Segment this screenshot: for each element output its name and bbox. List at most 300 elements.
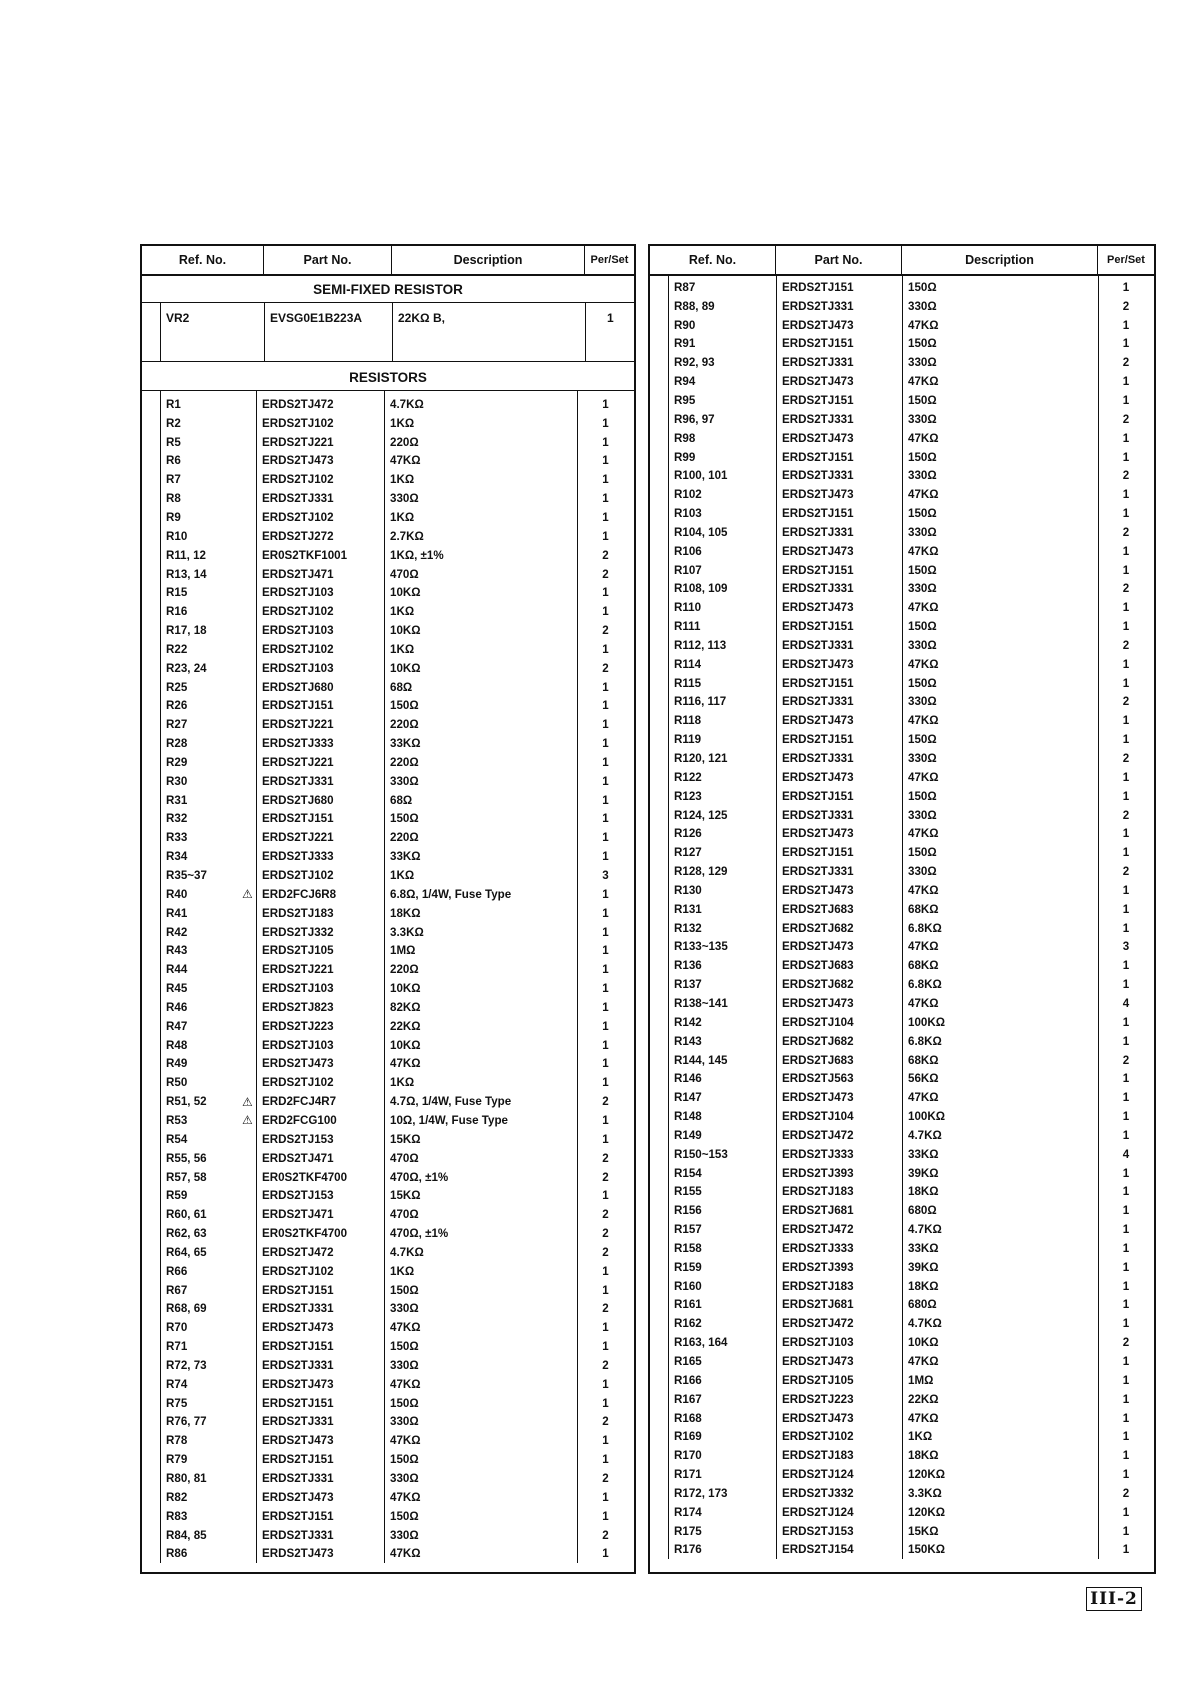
per-set-cell: 2 bbox=[602, 1245, 609, 1259]
table-row bbox=[650, 1296, 1154, 1315]
per-set-cell: 1 bbox=[1122, 1185, 1130, 1199]
part-no-cell: ERDS2TJ153 bbox=[782, 1524, 854, 1538]
per-set-cell: 1 bbox=[1122, 280, 1130, 294]
ref-no-cell: R165 bbox=[674, 1355, 702, 1369]
per-set-cell: 1 bbox=[1122, 1468, 1130, 1482]
ref-no-cell: R115 bbox=[674, 676, 702, 690]
table-row bbox=[650, 1126, 1154, 1145]
description-cell: 330Ω bbox=[390, 1472, 419, 1486]
part-no-cell: ERDS2TJ473 bbox=[782, 1411, 854, 1425]
part-no-cell: ERDS2TJ102 bbox=[262, 1264, 334, 1278]
table-row bbox=[142, 1356, 634, 1375]
table-row bbox=[142, 1262, 634, 1281]
per-set-cell: 1 bbox=[602, 1076, 609, 1090]
table-row bbox=[650, 297, 1154, 316]
ref-no-cell: R100, 101 bbox=[674, 469, 728, 483]
table-row bbox=[650, 1427, 1154, 1446]
ref-no-cell: R88, 89 bbox=[674, 299, 715, 313]
description-cell: 330Ω bbox=[908, 525, 937, 539]
part-no-cell: ERDS2TJ124 bbox=[782, 1468, 854, 1482]
ref-no-cell: R35~37 bbox=[166, 869, 207, 883]
ref-no-cell: R132 bbox=[674, 921, 702, 935]
per-set-cell: 2 bbox=[1122, 1053, 1130, 1067]
table-row bbox=[142, 1243, 634, 1262]
per-set-cell: 2 bbox=[1122, 582, 1130, 596]
table-row bbox=[650, 1503, 1154, 1522]
description-cell: 22KΩ bbox=[390, 1019, 421, 1033]
part-no-cell: ERDS2TJ331 bbox=[262, 1415, 334, 1429]
table-row bbox=[650, 1164, 1154, 1183]
description-cell: 330Ω bbox=[390, 1528, 419, 1542]
table-row bbox=[650, 335, 1154, 354]
ref-no-cell: R104, 105 bbox=[674, 525, 728, 539]
ref-no-cell: R96, 97 bbox=[674, 412, 715, 426]
description-cell: 330Ω bbox=[908, 299, 937, 313]
part-no-cell: ERDS2TJ151 bbox=[782, 393, 854, 407]
table-row bbox=[142, 1224, 634, 1243]
ref-no-cell: R70 bbox=[166, 1321, 188, 1335]
table-row bbox=[142, 1281, 634, 1300]
part-no-cell: ERDS2TJ331 bbox=[262, 1302, 334, 1316]
ref-no-cell: R174 bbox=[674, 1505, 702, 1519]
per-set-cell: 2 bbox=[602, 548, 609, 562]
description-cell: 330Ω bbox=[908, 752, 937, 766]
part-no-cell: ERDS2TJ221 bbox=[262, 718, 334, 732]
per-set-cell: 1 bbox=[602, 774, 609, 788]
description-cell: 18KΩ bbox=[908, 1279, 939, 1293]
right-parts-table bbox=[648, 244, 1156, 1574]
ref-no-cell: R15 bbox=[166, 586, 188, 600]
ref-no-cell: R94 bbox=[674, 375, 696, 389]
ref-no-cell: R122 bbox=[674, 770, 702, 784]
ref-no-cell: R144, 145 bbox=[674, 1053, 728, 1067]
semi-fixed-resistor-row bbox=[142, 303, 634, 362]
ref-no-cell: R25 bbox=[166, 680, 188, 694]
part-no-cell: ERDS2TJ473 bbox=[782, 940, 854, 954]
ref-no-cell: R47 bbox=[166, 1019, 188, 1033]
description-cell: 47KΩ bbox=[908, 714, 939, 728]
per-set-cell: 1 bbox=[602, 699, 609, 713]
ref-no-cell: R106 bbox=[674, 544, 702, 558]
per-set-cell: 1 bbox=[602, 1132, 609, 1146]
per-set-cell: 1 bbox=[1122, 1260, 1130, 1274]
part-no-cell: ERDS2TJ333 bbox=[262, 850, 334, 864]
description-cell: 10Ω, 1/4W, Fuse Type bbox=[390, 1113, 508, 1127]
part-no-cell: ERDS2TJ183 bbox=[262, 906, 334, 920]
per-set-cell: 3 bbox=[602, 869, 609, 883]
per-set-cell: 1 bbox=[602, 1396, 609, 1410]
per-set-cell: 1 bbox=[1122, 601, 1130, 615]
part-no-cell: ERDS2TJ683 bbox=[782, 1053, 854, 1067]
ref-no-cell: R163, 164 bbox=[674, 1336, 728, 1350]
table-row bbox=[142, 433, 634, 452]
description-cell: 330Ω bbox=[908, 638, 937, 652]
per-set-cell: 1 bbox=[1122, 714, 1130, 728]
part-no-cell: ERDS2TJ102 bbox=[262, 642, 334, 656]
ref-no-cell: R168 bbox=[674, 1411, 702, 1425]
ref-no-cell: R170 bbox=[674, 1449, 702, 1463]
part-no-cell: ERD2FCJ4R7 bbox=[262, 1095, 337, 1109]
part-no-cell: ERDS2TJ473 bbox=[782, 1355, 854, 1369]
per-set-cell: 4 bbox=[1122, 996, 1130, 1010]
description-cell: 220Ω bbox=[390, 755, 419, 769]
description-cell: 100KΩ bbox=[908, 1110, 946, 1124]
description-cell: 10KΩ bbox=[390, 982, 421, 996]
ref-no-cell: R92, 93 bbox=[674, 356, 715, 370]
description-cell: 47KΩ bbox=[908, 827, 939, 841]
per-set-cell: 1 bbox=[602, 755, 609, 769]
ref-no-cell: R138~141 bbox=[674, 996, 728, 1010]
ref-no-cell: R160 bbox=[674, 1279, 702, 1293]
per-set-cell: 1 bbox=[1122, 733, 1130, 747]
part-no-cell: ERDS2TJ331 bbox=[262, 774, 334, 788]
description-cell: 330Ω bbox=[908, 469, 937, 483]
part-no-cell: ERDS2TJ102 bbox=[262, 416, 334, 430]
description-cell: 150Ω bbox=[908, 280, 937, 294]
ref-no-cell: R31 bbox=[166, 793, 188, 807]
table-row bbox=[650, 693, 1154, 712]
ref-no-cell: R112, 113 bbox=[674, 638, 727, 652]
per-set-cell: 1 bbox=[602, 1019, 609, 1033]
vr2-ref: VR2 bbox=[166, 311, 190, 325]
ref-no-cell: R175 bbox=[674, 1524, 702, 1538]
table-row bbox=[142, 715, 634, 734]
part-no-cell: ERDS2TJ473 bbox=[782, 883, 854, 897]
table-row bbox=[650, 1541, 1154, 1560]
table-row bbox=[650, 617, 1154, 636]
part-no-cell: ERDS2TJ151 bbox=[782, 280, 854, 294]
part-no-cell: ERDS2TJ331 bbox=[262, 492, 334, 506]
per-set-cell: 1 bbox=[1122, 1128, 1130, 1142]
per-set-cell: 1 bbox=[602, 982, 609, 996]
part-no-cell: ERDS2TJ105 bbox=[782, 1373, 854, 1387]
ref-no-cell: R150~153 bbox=[674, 1147, 728, 1161]
description-cell: 220Ω bbox=[390, 435, 419, 449]
ref-no-cell: R64, 65 bbox=[166, 1245, 207, 1259]
description-cell: 68Ω bbox=[390, 680, 413, 694]
per-set-cell: 2 bbox=[602, 1472, 609, 1486]
description-cell: 33KΩ bbox=[390, 850, 421, 864]
resistors-heading: RESISTORS bbox=[142, 364, 634, 391]
per-set-cell: 1 bbox=[1122, 1034, 1130, 1048]
ref-no-cell: R126 bbox=[674, 827, 702, 841]
description-cell: 120KΩ bbox=[908, 1505, 946, 1519]
per-set-cell: 1 bbox=[1122, 1543, 1130, 1557]
part-no-cell: ERDS2TJ332 bbox=[782, 1486, 854, 1500]
part-no-cell: ERDS2TJ823 bbox=[262, 1000, 334, 1014]
ref-no-cell: R8 bbox=[166, 492, 181, 506]
description-cell: 150Ω bbox=[390, 1283, 419, 1297]
per-set-cell: 1 bbox=[602, 1434, 609, 1448]
table-row bbox=[650, 1088, 1154, 1107]
ref-no-cell: R60, 61 bbox=[166, 1208, 207, 1222]
description-cell: 47KΩ bbox=[908, 883, 939, 897]
part-no-cell: ERDS2TJ333 bbox=[782, 1241, 854, 1255]
ref-no-cell: R142 bbox=[674, 1015, 702, 1029]
ref-no-cell: R22 bbox=[166, 642, 188, 656]
part-no-cell: ERDS2TJ103 bbox=[262, 661, 334, 675]
description-cell: 150Ω bbox=[908, 393, 937, 407]
per-set-cell: 1 bbox=[602, 435, 609, 449]
part-no-cell: ERDS2TJ151 bbox=[782, 620, 854, 634]
part-no-cell: ERDS2TJ473 bbox=[782, 1091, 854, 1105]
per-set-cell: 1 bbox=[1122, 827, 1130, 841]
part-no-cell: ERDS2TJ393 bbox=[782, 1260, 854, 1274]
description-cell: 6.8KΩ bbox=[908, 1034, 942, 1048]
table-row bbox=[142, 1337, 634, 1356]
description-cell: 47KΩ bbox=[908, 940, 939, 954]
part-no-cell: ERDS2TJ151 bbox=[782, 846, 854, 860]
description-cell: 10KΩ bbox=[908, 1336, 939, 1350]
description-cell: 47KΩ bbox=[908, 601, 939, 615]
ref-no-cell: R42 bbox=[166, 925, 188, 939]
per-set-cell: 1 bbox=[602, 1321, 609, 1335]
table-row bbox=[142, 395, 634, 414]
part-no-cell: ERDS2TJ102 bbox=[262, 1076, 334, 1090]
table-row bbox=[142, 1431, 634, 1450]
table-row bbox=[142, 1036, 634, 1055]
description-cell: 68Ω bbox=[390, 793, 413, 807]
table-row bbox=[650, 523, 1154, 542]
per-set-cell: 1 bbox=[1122, 563, 1130, 577]
warning-triangle-icon: ⚠ bbox=[242, 1094, 253, 1109]
left-table-header bbox=[142, 246, 634, 276]
description-cell: 47KΩ bbox=[908, 996, 939, 1010]
description-cell: 330Ω bbox=[390, 1415, 419, 1429]
ref-no-cell: R149 bbox=[674, 1128, 702, 1142]
part-no-cell: ERDS2TJ103 bbox=[782, 1336, 854, 1350]
part-no-cell: ERDS2TJ154 bbox=[782, 1543, 854, 1557]
ref-no-cell: R158 bbox=[674, 1241, 702, 1255]
table-row bbox=[142, 1300, 634, 1319]
ref-no-cell: R86 bbox=[166, 1547, 188, 1561]
table-row bbox=[650, 994, 1154, 1013]
description-cell: 150Ω bbox=[908, 450, 937, 464]
part-no-cell: ERDS2TJ104 bbox=[782, 1015, 854, 1029]
part-no-cell: ERDS2TJ473 bbox=[262, 1377, 334, 1391]
per-set-cell: 1 bbox=[1122, 978, 1130, 992]
per-set-cell: 1 bbox=[602, 850, 609, 864]
ref-no-cell: R34 bbox=[166, 850, 188, 864]
ref-no-cell: R79 bbox=[166, 1453, 188, 1467]
per-set-cell: 1 bbox=[1122, 883, 1130, 897]
table-row bbox=[142, 1544, 634, 1563]
per-set-cell: 1 bbox=[602, 737, 609, 751]
table-row bbox=[142, 1488, 634, 1507]
description-cell: 1KΩ, ±1% bbox=[390, 548, 444, 562]
ref-no-cell: R176 bbox=[674, 1543, 702, 1557]
part-no-cell: ERDS2TJ682 bbox=[782, 978, 854, 992]
ref-no-cell: R87 bbox=[674, 280, 696, 294]
ref-no-cell: R71 bbox=[166, 1340, 188, 1354]
description-cell: 470Ω bbox=[390, 567, 419, 581]
ref-no-cell: R127 bbox=[674, 846, 702, 860]
description-cell: 6.8Ω, 1/4W, Fuse Type bbox=[390, 887, 512, 901]
per-set-cell: 1 bbox=[602, 1453, 609, 1467]
ref-no-cell: R90 bbox=[674, 318, 696, 332]
description-cell: 6.8KΩ bbox=[908, 978, 942, 992]
description-cell: 150Ω bbox=[390, 1396, 419, 1410]
description-cell: 1KΩ bbox=[390, 1076, 415, 1090]
part-no-cell: ERDS2TJ151 bbox=[262, 1509, 334, 1523]
ref-no-cell: R159 bbox=[674, 1260, 702, 1274]
description-cell: 1KΩ bbox=[390, 869, 415, 883]
part-no-cell: ERDS2TJ681 bbox=[782, 1298, 854, 1312]
part-no-cell: ERDS2TJ102 bbox=[782, 1430, 854, 1444]
part-no-cell: ERDS2TJ331 bbox=[782, 525, 854, 539]
vr2-qty: 1 bbox=[607, 311, 614, 325]
per-set-cell: 1 bbox=[1122, 507, 1130, 521]
description-cell: 47KΩ bbox=[390, 1490, 421, 1504]
per-set-cell: 2 bbox=[602, 624, 609, 638]
description-cell: 47KΩ bbox=[908, 1091, 939, 1105]
part-no-cell: ERDS2TJ151 bbox=[262, 1283, 334, 1297]
vr2-part: EVSG0E1B223A bbox=[270, 311, 363, 325]
per-set-cell: 1 bbox=[602, 1283, 609, 1297]
description-cell: 1MΩ bbox=[908, 1373, 934, 1387]
per-set-cell: 1 bbox=[1122, 1072, 1130, 1086]
per-set-cell: 3 bbox=[1122, 940, 1130, 954]
table-row bbox=[142, 565, 634, 584]
table-row bbox=[650, 787, 1154, 806]
table-row bbox=[142, 697, 634, 716]
table-row bbox=[142, 1092, 634, 1111]
ref-no-cell: R17, 18 bbox=[166, 624, 207, 638]
ref-no-cell: R7 bbox=[166, 473, 181, 487]
table-row bbox=[142, 960, 634, 979]
per-set-cell: 1 bbox=[602, 1377, 609, 1391]
table-row bbox=[650, 1239, 1154, 1258]
part-no-cell: ERDS2TJ151 bbox=[262, 699, 334, 713]
description-cell: 330Ω bbox=[908, 808, 937, 822]
part-no-cell: ERDS2TJ103 bbox=[262, 624, 334, 638]
description-cell: 18KΩ bbox=[908, 1185, 939, 1199]
table-row bbox=[142, 1149, 634, 1168]
description-cell: 2.7KΩ bbox=[390, 529, 424, 543]
table-row bbox=[650, 391, 1154, 410]
table-row bbox=[650, 1013, 1154, 1032]
per-set-cell: 1 bbox=[602, 492, 609, 506]
per-set-cell: 1 bbox=[1122, 318, 1130, 332]
per-set-cell: 1 bbox=[602, 887, 609, 901]
part-no-cell: ERDS2TJ682 bbox=[782, 1034, 854, 1048]
description-cell: 47KΩ bbox=[390, 1547, 421, 1561]
description-cell: 1MΩ bbox=[390, 944, 416, 958]
description-cell: 3.3KΩ bbox=[908, 1486, 942, 1500]
table-row bbox=[142, 1073, 634, 1092]
description-cell: 22KΩ bbox=[908, 1392, 939, 1406]
table-row bbox=[650, 1032, 1154, 1051]
table-row bbox=[142, 546, 634, 565]
description-cell: 4.7KΩ bbox=[908, 1317, 942, 1331]
description-cell: 47KΩ bbox=[908, 1355, 939, 1369]
part-no-cell: ERDS2TJ471 bbox=[262, 1151, 334, 1165]
description-cell: 220Ω bbox=[390, 963, 419, 977]
per-set-cell: 1 bbox=[602, 906, 609, 920]
semi-fixed-resistor-heading: SEMI-FIXED RESISTOR bbox=[142, 276, 634, 303]
ref-no-cell: R66 bbox=[166, 1264, 188, 1278]
description-cell: 150Ω bbox=[908, 733, 937, 747]
ref-no-cell: R9 bbox=[166, 510, 181, 524]
description-cell: 47KΩ bbox=[908, 770, 939, 784]
part-no-cell: ERDS2TJ473 bbox=[782, 318, 854, 332]
description-cell: 10KΩ bbox=[390, 624, 421, 638]
ref-no-cell: R40 bbox=[166, 887, 188, 901]
table-row bbox=[142, 621, 634, 640]
table-row bbox=[650, 466, 1154, 485]
ref-no-cell: R161 bbox=[674, 1298, 702, 1312]
table-row bbox=[142, 979, 634, 998]
description-cell: 100KΩ bbox=[908, 1015, 946, 1029]
part-no-cell: ERDS2TJ331 bbox=[782, 469, 854, 483]
description-cell: 1KΩ bbox=[390, 416, 415, 430]
description-cell: 1KΩ bbox=[390, 1264, 415, 1278]
part-no-cell: ERDS2TJ102 bbox=[262, 605, 334, 619]
table-row bbox=[142, 866, 634, 885]
table-row bbox=[650, 956, 1154, 975]
table-row bbox=[650, 316, 1154, 335]
part-no-cell: ERDS2TJ103 bbox=[262, 586, 334, 600]
part-no-cell: ERDS2TJ331 bbox=[782, 808, 854, 822]
table-row bbox=[650, 1220, 1154, 1239]
per-set-cell: 1 bbox=[602, 1264, 609, 1278]
right-resistor-list bbox=[650, 276, 1154, 1559]
part-no-cell: ER0S2TKF4700 bbox=[262, 1170, 348, 1184]
per-set-cell: 1 bbox=[602, 1189, 609, 1203]
part-no-cell: ERDS2TJ472 bbox=[782, 1223, 854, 1237]
per-set-cell: 2 bbox=[602, 1528, 609, 1542]
description-cell: 6.8KΩ bbox=[908, 921, 942, 935]
description-cell: 470Ω bbox=[390, 1151, 419, 1165]
ref-no-cell: R120, 121 bbox=[674, 752, 728, 766]
table-row bbox=[650, 919, 1154, 938]
part-no-cell: ERDS2TJ331 bbox=[262, 1528, 334, 1542]
table-row bbox=[650, 504, 1154, 523]
per-set-cell: 1 bbox=[1122, 1317, 1130, 1331]
table-row bbox=[142, 1394, 634, 1413]
per-set-cell: 2 bbox=[1122, 299, 1130, 313]
table-row bbox=[142, 1375, 634, 1394]
table-row bbox=[142, 810, 634, 829]
ref-no-cell: R68, 69 bbox=[166, 1302, 207, 1316]
ref-no-cell: R131 bbox=[674, 902, 702, 916]
ref-no-cell: R83 bbox=[166, 1509, 188, 1523]
per-set-cell: 1 bbox=[602, 1038, 609, 1052]
part-no-cell: ERDS2TJ183 bbox=[782, 1185, 854, 1199]
table-row bbox=[650, 881, 1154, 900]
table-row bbox=[650, 1371, 1154, 1390]
page-number: III-2 bbox=[1086, 1587, 1142, 1611]
description-cell: 47KΩ bbox=[908, 318, 939, 332]
table-row bbox=[142, 1017, 634, 1036]
per-set-cell: 1 bbox=[1122, 789, 1130, 803]
table-row bbox=[650, 862, 1154, 881]
part-no-cell: ERDS2TJ151 bbox=[782, 507, 854, 521]
description-cell: 150Ω bbox=[390, 1509, 419, 1523]
ref-no-cell: R155 bbox=[674, 1185, 702, 1199]
part-no-cell: ERDS2TJ473 bbox=[262, 1434, 334, 1448]
part-no-cell: ERDS2TJ473 bbox=[782, 375, 854, 389]
table-row bbox=[650, 561, 1154, 580]
per-set-cell: 2 bbox=[602, 1151, 609, 1165]
table-row bbox=[650, 1352, 1154, 1371]
ref-no-cell: R32 bbox=[166, 812, 188, 826]
ref-no-cell: R55, 56 bbox=[166, 1151, 207, 1165]
ref-no-cell: R147 bbox=[674, 1091, 702, 1105]
part-no-cell: ERDS2TJ331 bbox=[782, 412, 854, 426]
per-set-cell: 2 bbox=[602, 661, 609, 675]
ref-no-cell: R123 bbox=[674, 789, 702, 803]
